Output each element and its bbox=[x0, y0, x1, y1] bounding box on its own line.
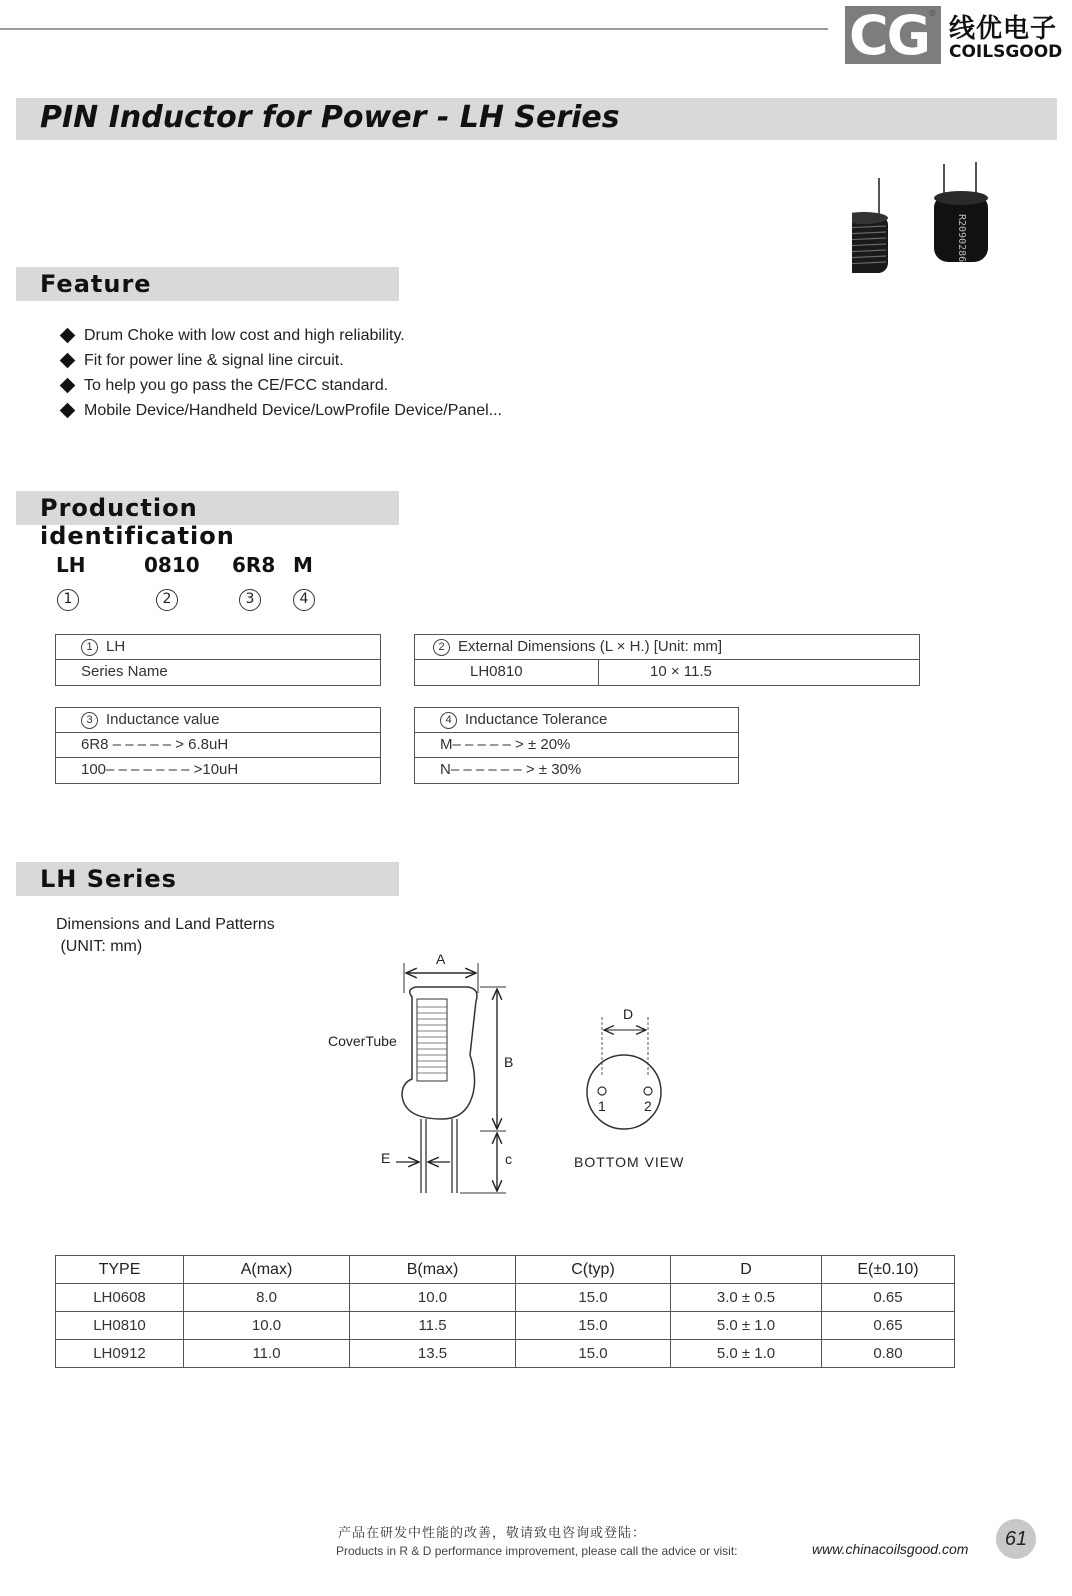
footer-chinese-note: 产品在研发中性能的改善，敬请致电咨询或登陆： bbox=[338, 1526, 647, 1541]
feature-item bbox=[60, 376, 502, 401]
series-code-label: LH bbox=[106, 638, 126, 655]
logo-english-name: COILSGOOD bbox=[949, 42, 1063, 62]
column-header: C(typ) bbox=[516, 1256, 671, 1284]
dimensions-caption bbox=[56, 914, 275, 958]
inductor-small-photo bbox=[852, 178, 888, 273]
box-header-row bbox=[56, 635, 380, 660]
box-header-row bbox=[56, 708, 380, 733]
table-cell: 11.0 bbox=[184, 1340, 350, 1368]
box-value-row bbox=[415, 660, 919, 685]
box-value-row bbox=[56, 758, 380, 783]
circled-number: 4 bbox=[440, 712, 457, 729]
table-cell: 0.80 bbox=[822, 1340, 955, 1368]
series-section-header bbox=[16, 862, 399, 896]
inductance-value-box bbox=[55, 707, 381, 784]
table-cell: 15.0 bbox=[516, 1312, 671, 1340]
box-value-row bbox=[56, 733, 380, 758]
table-cell: 3.0 ± 0.5 bbox=[671, 1284, 822, 1312]
table-cell: 11.5 bbox=[350, 1312, 516, 1340]
company-logo bbox=[845, 4, 1063, 67]
circled-number: 1 bbox=[57, 589, 79, 611]
table-cell: 15.0 bbox=[516, 1284, 671, 1312]
dimension-d-label: D bbox=[623, 1006, 634, 1022]
box-value-row bbox=[415, 733, 738, 758]
diamond-bullet-icon bbox=[60, 378, 76, 394]
page-title: PIN Inductor for Power - LH Series bbox=[40, 100, 620, 135]
circled-number: 3 bbox=[239, 589, 261, 611]
feature-list bbox=[60, 326, 502, 426]
circled-number: 2 bbox=[433, 639, 450, 656]
dimension-value: 10 × 11.5 bbox=[650, 663, 712, 680]
logo-mark: CG bbox=[849, 4, 929, 67]
column-header: TYPE bbox=[56, 1256, 184, 1284]
feature-heading: Feature bbox=[40, 270, 152, 298]
registered-mark: ® bbox=[929, 8, 936, 18]
table-cell: 0.65 bbox=[822, 1284, 955, 1312]
circled-number: 1 bbox=[81, 639, 98, 656]
column-header: D bbox=[671, 1256, 822, 1284]
code-tolerance: M bbox=[293, 553, 313, 577]
table-row bbox=[56, 1312, 955, 1340]
identification-heading: Production identification bbox=[40, 494, 235, 550]
table-cell: 5.0 ± 1.0 bbox=[671, 1340, 822, 1368]
footer-website-link[interactable]: www.chinacoilsgood.com bbox=[812, 1541, 969, 1557]
column-divider bbox=[598, 660, 599, 685]
dimension-e-label: E bbox=[381, 1150, 391, 1166]
bottom-view-label: BOTTOM VIEW bbox=[574, 1154, 685, 1170]
cover-tube-label: CoverTube bbox=[328, 1033, 397, 1049]
table-cell: 15.0 bbox=[516, 1340, 671, 1368]
dimensions-caption-unit: (UNIT: mm) bbox=[56, 938, 143, 955]
feature-text: Mobile Device/Handheld Device/LowProfile Device/Panel... bbox=[84, 402, 502, 419]
diamond-bullet-icon bbox=[60, 403, 76, 419]
logo-mark-box bbox=[845, 4, 941, 67]
pin-hole bbox=[598, 1087, 606, 1095]
circled-number: 4 bbox=[293, 589, 315, 611]
pin-hole bbox=[644, 1087, 652, 1095]
dimension-c-label: c bbox=[505, 1151, 512, 1167]
table-cell: 10.0 bbox=[184, 1312, 350, 1340]
feature-item bbox=[60, 401, 502, 426]
code-series: LH bbox=[56, 553, 86, 577]
inductance-tolerance-label: Inductance Tolerance bbox=[465, 711, 608, 728]
feature-text: Drum Choke with low cost and high reliability. bbox=[84, 327, 405, 344]
table-row bbox=[56, 1340, 955, 1368]
product-photo bbox=[852, 160, 1002, 280]
inductance-example: 6R8 – – – – – > 6.8uH bbox=[81, 736, 229, 753]
table-cell: 13.5 bbox=[350, 1340, 516, 1368]
code-inductance: 6R8 bbox=[232, 553, 276, 577]
pin-1-label: 1 bbox=[598, 1098, 606, 1114]
feature-item bbox=[60, 326, 502, 351]
tolerance-example: M– – – – – > ± 20% bbox=[440, 736, 571, 753]
feature-item bbox=[60, 351, 502, 376]
table-cell: 10.0 bbox=[350, 1284, 516, 1312]
box-header-row bbox=[415, 708, 738, 733]
code-dimension: 0810 bbox=[144, 553, 200, 577]
header-rule bbox=[0, 28, 828, 30]
footer-english-note: Products in R & D performance improvement, please call the advice or visit: bbox=[336, 1544, 738, 1558]
page-number: 61 bbox=[996, 1519, 1036, 1559]
table-cell: 0.65 bbox=[822, 1312, 955, 1340]
inductance-tolerance-box bbox=[414, 707, 739, 784]
box-header-row bbox=[415, 635, 919, 660]
table-header-row bbox=[56, 1256, 955, 1284]
circled-number: 3 bbox=[81, 712, 98, 729]
box-value-row bbox=[56, 660, 380, 685]
table-cell: LH0912 bbox=[56, 1340, 184, 1368]
title-band bbox=[16, 98, 1057, 140]
table-cell: 5.0 ± 1.0 bbox=[671, 1312, 822, 1340]
inductance-example: 100– – – – – – – >10uH bbox=[81, 761, 239, 778]
box-value-row bbox=[415, 758, 738, 783]
feature-text: To help you go pass the CE/FCC standard. bbox=[84, 377, 389, 394]
series-name-label: Series Name bbox=[81, 663, 168, 680]
table-cell: LH0810 bbox=[56, 1312, 184, 1340]
column-header: B(max) bbox=[350, 1256, 516, 1284]
feature-text: Fit for power line & signal line circuit. bbox=[84, 352, 344, 369]
bottom-view bbox=[587, 1006, 661, 1129]
series-name-box bbox=[55, 634, 381, 686]
spec-table bbox=[55, 1255, 955, 1368]
diamond-bullet-icon bbox=[60, 353, 76, 369]
dimension-drawing bbox=[320, 945, 720, 1205]
column-header: E(±0.10) bbox=[822, 1256, 955, 1284]
logo-chinese-name: 线优电子 bbox=[949, 14, 1058, 44]
dimension-code: LH0810 bbox=[470, 663, 523, 680]
dimension-a-label: A bbox=[436, 951, 446, 967]
external-dimensions-box bbox=[414, 634, 920, 686]
identification-section-header bbox=[16, 491, 399, 550]
circled-number: 2 bbox=[156, 589, 178, 611]
dimensions-caption-title: Dimensions and Land Patterns bbox=[56, 916, 275, 933]
table-cell: LH0608 bbox=[56, 1284, 184, 1312]
table-cell: 8.0 bbox=[184, 1284, 350, 1312]
dimension-b-label: B bbox=[504, 1054, 514, 1070]
series-heading: LH Series bbox=[40, 865, 177, 893]
inductor-large-photo bbox=[934, 162, 988, 262]
column-header: A(max) bbox=[184, 1256, 350, 1284]
diamond-bullet-icon bbox=[60, 328, 76, 344]
tolerance-example: N– – – – – – > ± 30% bbox=[440, 761, 582, 778]
table-row bbox=[56, 1284, 955, 1312]
inductance-value-label: Inductance value bbox=[106, 711, 220, 728]
feature-section-header bbox=[16, 267, 399, 301]
external-dimensions-label: External Dimensions (L × H.) [Unit: mm] bbox=[458, 638, 723, 655]
photo-marking: R2090286 bbox=[956, 214, 967, 263]
pin-2-label: 2 bbox=[644, 1098, 652, 1114]
